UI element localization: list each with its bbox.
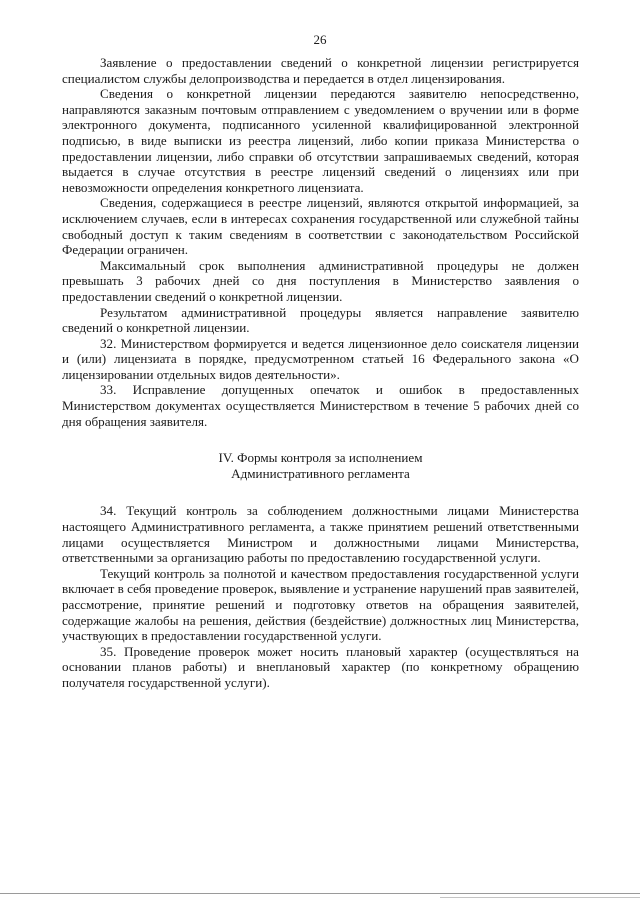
scan-edge-line [440, 897, 640, 898]
section-heading-line: Административного регламента [231, 465, 410, 481]
scan-edge-line [0, 893, 640, 894]
paragraph: Заявление о предоставлении сведений о конкретной лицензии регистрируется специалистом службы делопроизводства и передается в отдел лицензирования. [62, 55, 579, 86]
paragraph: Текущий контроль за полнотой и качеством предоставления государственной услуги включает в себя проведение проверок, выявление и устранение нарушений прав заявителей, рассмотрение, принятие решений и подготовку ответов на обращения заявителей, содержащие жалобы на решения, действия (бездействие) должностных лиц Министерства, участвующих в предоставлении государственной услуги. [62, 565, 579, 644]
section-heading-line: IV. Формы контроля за исполнением [218, 450, 423, 466]
paragraph: Максимальный срок выполнения административной процедуры не должен превышать 3 рабочих дней со дня поступления в Министерство заявления о предоставлении сведений о конкретной лицензии. [62, 257, 579, 304]
page-number: 26 [313, 32, 327, 47]
paragraph: 35. Проведение проверок может носить плановый характер (осуществляться на основании планов работы) и внеплановый характер (по конкретному обращению получателя государственной услуги). [62, 643, 579, 690]
paragraph: 32. Министерством формируется и ведется лицензионное дело соискателя лицензии и (или) лицензиата в порядке, предусмотренном статьей 16 Федерального закона «О лицензировании отдельных видов деятельности». [62, 335, 579, 382]
paragraph: Сведения о конкретной лицензии передаются заявителю непосредственно, направляются заказным почтовым отправлением с уведомлением о вручении или в форме электронного документа, подписанного усиленной квалифицированной электронной подписью, в виде выписки из реестра лицензий, либо копии приказа Министерства о предоставлении лицензии, либо справки об отсутствии запрашиваемых сведений, которая выдается в случае отсутствия в реестре лицензий сведений о лицензиях или при невозможности определения конкретного лицензиата. [62, 86, 579, 195]
section-heading [62, 450, 579, 481]
paragraph: Результатом административной процедуры является направление заявителю сведений о конкретной лицензии. [62, 304, 579, 336]
paragraph: 34. Текущий контроль за соблюдением должностными лицами Министерства настоящего Административного регламента, а также принятием решений ответственными лицами осуществляется Министром и должностными лицами Министерства, ответственными за организацию работы по предоставлению государственной услуги. [62, 503, 579, 566]
document-body [62, 55, 579, 691]
paragraph: Сведения, содержащиеся в реестре лицензий, являются открытой информацией, за исключением случаев, если в интересах сохранения государственной или служебной тайны свободный доступ к таким сведениям в соответствии с законодательством Российской Федерации ограничен. [62, 195, 579, 258]
paragraph: 33. Исправление допущенных опечаток и ошибок в предоставленных Министерством документах осуществляется Министерством в течение 5 рабочих дней со дня обращения заявителя. [62, 382, 579, 429]
